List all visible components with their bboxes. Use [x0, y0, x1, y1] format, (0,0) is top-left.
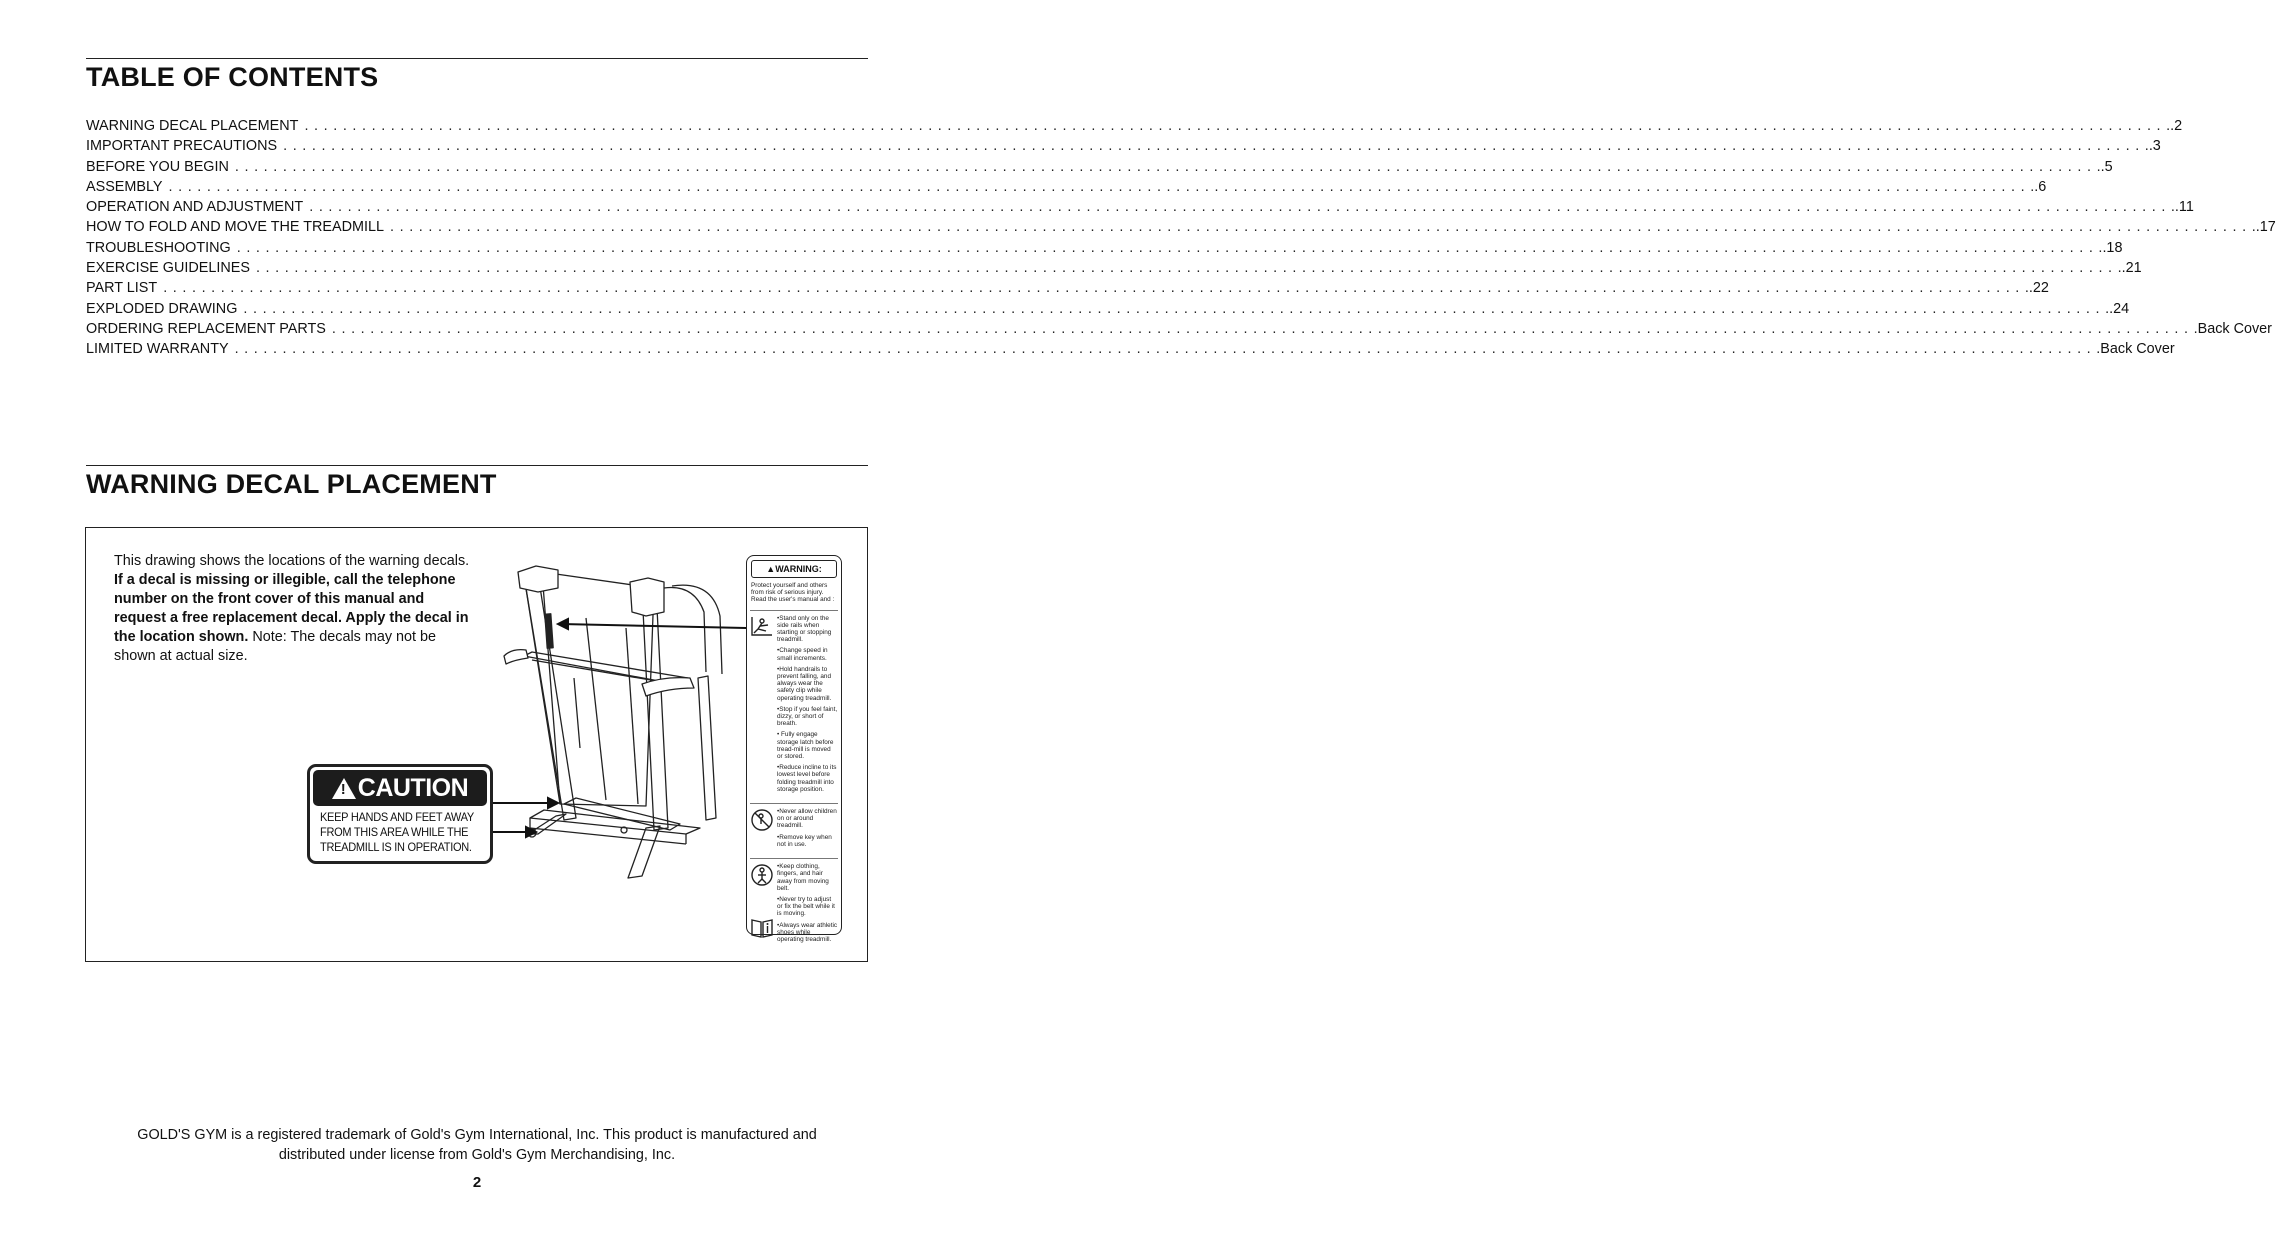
intro-text-plain: This drawing shows the locations of the warning decals. — [114, 553, 470, 569]
page-number: 2 — [472, 1174, 482, 1191]
toc-entry-page: .3 — [2148, 138, 2161, 155]
toc-entry-label: WARNING DECAL PLACEMENT — [86, 118, 299, 134]
warning-item: •Stop if you feel faint, dizzy, or short of breath. — [777, 705, 838, 728]
warning-group-2 — [750, 803, 838, 852]
toc-entry-label: OPERATION AND ADJUSTMENT — [86, 199, 304, 216]
decal-illustration-box — [85, 527, 868, 962]
toc-entry — [86, 178, 2047, 199]
toc-entry — [86, 280, 2049, 300]
toc-entry — [86, 260, 2142, 280]
toc-entry-label: HOW TO FOLD AND MOVE THE TREADMILL — [86, 219, 384, 236]
table-of-contents — [86, 118, 2276, 362]
top-rule — [86, 58, 868, 59]
falling-person-icon — [750, 615, 777, 797]
caution-line: TREADMILL IS IN OPERATION. — [320, 841, 472, 854]
toc-entry — [86, 300, 2130, 321]
toc-entry-page: .22 — [2028, 280, 2049, 297]
toc-entry-label: EXERCISE GUIDELINES — [86, 260, 250, 277]
warning-items — [777, 808, 838, 852]
warning-group-1 — [750, 610, 838, 797]
decal-section-title: WARNING DECAL PLACEMENT — [86, 469, 497, 499]
toc-leader-dots — [309, 199, 2175, 215]
toc-entry-page: .24 — [2109, 300, 2130, 317]
warning-item: •Remove key when not in use. — [777, 833, 832, 848]
warning-intro: Protect yourself and others from risk of serious injury. Read the user's manual and : — [751, 582, 835, 604]
toc-entry-label: IMPORTANT PRECAUTIONS — [86, 138, 278, 155]
intro-text-bold: If a decal is missing or illegible, call the telephone number on the front cover of this manual and request a free replacement decal. Apply the decal in the location shown. — [114, 572, 469, 645]
toc-entry-page: .6 — [2034, 178, 2047, 195]
toc-entry-page: .5 — [2100, 158, 2113, 175]
toc-entry — [86, 219, 2276, 239]
toc-leader-dots — [163, 280, 2029, 296]
toc-leader-dots — [235, 159, 2101, 175]
toc-entry-label: BEFORE YOU BEGIN — [86, 158, 229, 175]
toc-entry-page: .17 — [2255, 219, 2276, 236]
warning-item: •Always wear athletic shoes while operating treadmill. — [777, 921, 838, 943]
toc-entry-page: .11 — [2174, 199, 2194, 216]
trademark-line-2: distributed under license from Gold's Gym Merchandising, Inc. — [278, 1147, 676, 1163]
caution-decal — [307, 764, 493, 864]
warning-items — [777, 863, 838, 947]
warning-item: •Hold handrails to prevent falling, and always wear the safety clip while operating treadmill. — [777, 665, 832, 702]
toc-leader-dots — [235, 341, 2101, 357]
toc-title: TABLE OF CONTENTS — [86, 62, 379, 92]
caution-decal-text — [320, 810, 482, 855]
toc-entry-page: .18 — [2102, 239, 2123, 256]
toc-entry — [86, 341, 2175, 361]
toc-entry — [86, 320, 2272, 341]
toc-entry — [86, 158, 2113, 179]
toc-leader-dots — [390, 219, 2256, 235]
manual-info-icon — [750, 917, 774, 939]
caution-line: FROM THIS AREA WHILE THE — [320, 826, 469, 839]
toc-entry — [86, 138, 2161, 158]
toc-leader-dots — [243, 301, 2109, 317]
warning-items — [777, 615, 838, 797]
toc-entry-label: PART LIST — [86, 280, 158, 297]
intro-text-note: Note: The decals may not be shown at actual size. — [114, 629, 437, 664]
toc-entry — [86, 199, 2194, 219]
toc-entry — [86, 118, 2183, 138]
warning-item: •Stand only on the side rails when starting or stopping treadmill. — [777, 614, 832, 644]
toc-entry — [86, 239, 2123, 260]
warning-item: •Keep clothing, fingers, and hair away from moving belt. — [777, 863, 829, 892]
no-children-icon — [750, 808, 777, 852]
warning-item: •Never allow children on or around treadmill. — [777, 808, 837, 830]
warning-group-3-icons — [750, 863, 777, 947]
toc-entry-page: Back Cover — [2100, 341, 2175, 358]
toc-leader-dots — [332, 321, 2198, 337]
toc-leader-dots — [169, 179, 2035, 195]
warning-heading: WARNING: — [775, 564, 822, 574]
toc-leader-dots — [283, 138, 2149, 154]
warning-decal — [746, 555, 842, 943]
caution-decal-header — [313, 770, 487, 806]
warning-item: • Fully engage storage latch before tread-mill is moved or stored. — [777, 731, 834, 761]
entanglement-icon — [750, 863, 774, 889]
toc-entry-page: .2 — [2170, 118, 2183, 134]
toc-entry-page: Back Cover — [2197, 320, 2272, 337]
toc-leader-dots — [256, 260, 2122, 276]
caution-heading: CAUTION — [357, 773, 469, 802]
toc-entry-label: TROUBLESHOOTING — [86, 239, 231, 256]
warning-group-3 — [750, 858, 838, 947]
toc-entry-page: .21 — [2121, 260, 2142, 277]
warning-triangle-icon — [332, 778, 356, 799]
warning-item: •Change speed in small increments. — [777, 647, 828, 662]
warning-item: •Reduce incline to its lowest level before folding treadmill into storage position. — [777, 764, 837, 793]
trademark-line-1: GOLD'S GYM is a registered trademark of Gold's Gym International, Inc. This product is manufactured and — [137, 1127, 817, 1143]
warning-decal-header: ▲WARNING: — [751, 560, 837, 578]
toc-leader-dots — [237, 240, 2103, 256]
caution-line: KEEP HANDS AND FEET AWAY — [320, 811, 474, 824]
toc-entry-label: LIMITED WARRANTY — [86, 341, 229, 358]
trademark-notice — [0, 1125, 954, 1165]
warning-item: •Never try to adjust or fix the belt while it is moving. — [777, 895, 835, 918]
toc-leader-dots — [304, 118, 2170, 134]
toc-entry-label: ORDERING REPLACEMENT PARTS — [86, 320, 326, 337]
toc-entry-label: EXPLODED DRAWING — [86, 300, 238, 317]
toc-entry-label: ASSEMBLY — [86, 178, 163, 195]
section-rule — [86, 465, 868, 466]
